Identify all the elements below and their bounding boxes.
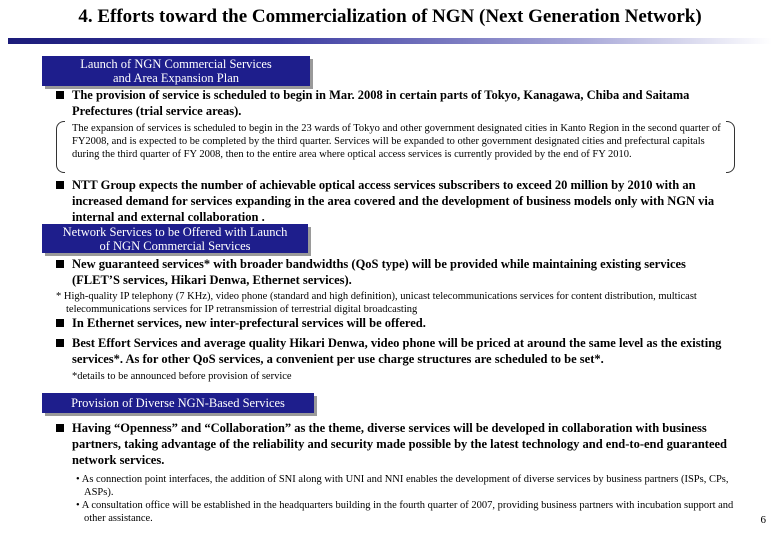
dot-icon: • [76,474,80,485]
section-header-line: of NGN Commercial Services [99,239,251,253]
bullet-square-icon [56,339,64,347]
bullet-service-start: The provision of service is scheduled to begin in Mar. 2008 in certain parts of Tokyo, Kanagawa, Chiba and Saitama Prefectures (trial service areas). [56,87,736,119]
sub-bullet-sni: • As connection point interfaces, the addition of SNI along with UNI and NNI enables the development of diverse services by business partners (ISPs, CPs, ASPs). [76,474,729,498]
details-footnote: *details to be announced before provision of service [72,371,292,382]
page-number: 6 [760,514,766,526]
section-header-launch [42,56,310,86]
bullet-subscriber-target: NTT Group expects the number of achievable optical access services subscribers to exceed 20 million by 2010 with an increased demand for services expanding in the area covered and the development of business models only with NGN via internal and external collaboration . [56,177,724,225]
expansion-detail: The expansion of services is scheduled to begin in the 23 wards of Tokyo and other government designated cities in Kanto Region in the second quarter of FY2008, and is expected to be completed by the third quarter. Services will be expanded to other government designated cities and prefectural capitals during the third quarter of FY 2008, then to the entire area where optical access services is currently provided by the end of FY 2010. [72,123,721,160]
bullet-square-icon [56,424,64,432]
bullet-square-icon [56,181,64,189]
bullet-square-icon [56,260,64,268]
bullet-openness: Having “Openness” and “Collaboration” as the theme, diverse services will be developed in collaboration with business partners, taking advantage of the reliability and security made possible by the latest technology and end-to-end guaranteed network services. [56,420,742,468]
section-header-diverse-services [42,393,314,413]
bullet-guaranteed-services: New guaranteed services* with broader bandwidths (QoS type) will be provided while maintaining existing services (FLET’S services, Hikari Denwa, Ethernet services). [56,256,736,288]
left-brace [56,121,65,173]
bullet-pricing: Best Effort Services and average quality Hikari Denwa, video phone will be priced at around the same level as the existing services*. As for other QoS services, a convenient per use charge structures are scheduled to be set*. [56,335,736,367]
section-header-line: Network Services to be Offered with Launch [62,225,288,239]
bullet-square-icon [56,319,64,327]
bullet-square-icon [56,91,64,99]
title-rule [8,38,772,44]
section-header-network-services [42,224,308,253]
bullet-ethernet: In Ethernet services, new inter-prefectural services will be offered. [56,315,736,331]
section-header-line: Provision of Diverse NGN-Based Services [71,396,285,410]
qos-footnote: * High-quality IP telephony (7 KHz), video phone (standard and high definition), unicast telecommunications services for content distribution, multicast telecommunications services for IP retransmission of terrestrial digital broadcasting [56,291,697,315]
sub-bullet-consultation: • A consultation office will be established in the headquarters building in the fourth quarter of 2007, providing business partners with incubation support and other assistance. [76,500,734,524]
section-header-line: Launch of NGN Commercial Services [80,57,272,71]
page-title: 4. Efforts toward the Commercialization of NGN (Next Generation Network) [78,6,702,27]
dot-icon: • [76,500,80,511]
section-header-line: and Area Expansion Plan [112,71,239,85]
